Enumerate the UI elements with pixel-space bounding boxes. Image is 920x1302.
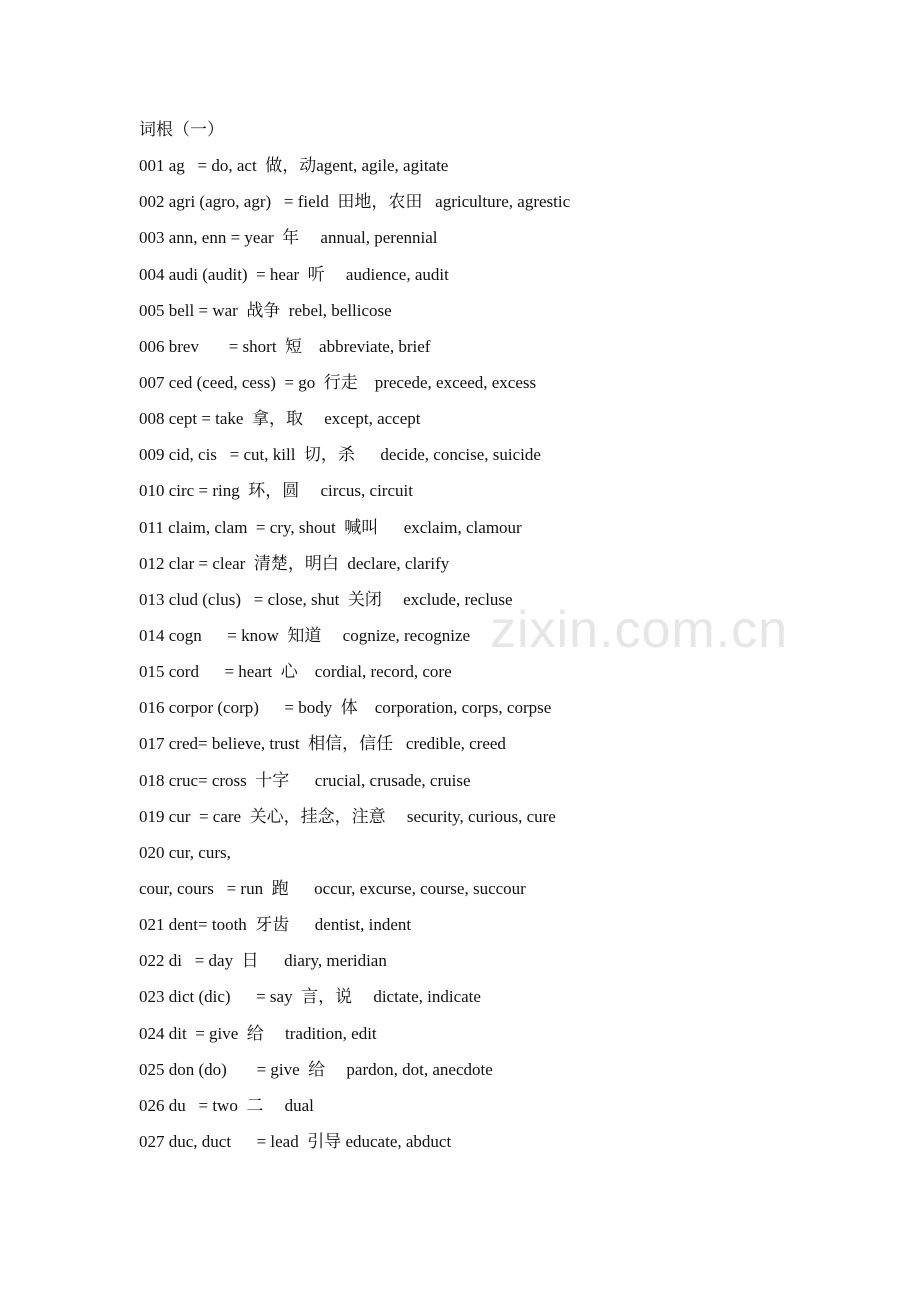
- list-item: 014 cogn = know 知道 cognize, recognize: [139, 625, 471, 645]
- list-item: 012 clar = clear 清楚，明白 declare, clarify: [139, 553, 450, 573]
- list-item: 011 claim, clam = cry, shout 喊叫 exclaim, clamour: [139, 517, 522, 537]
- list-item: 015 cord = heart 心 cordial, record, core: [139, 662, 452, 682]
- list-item: 016 corpor (corp) = body 体 corporation, corps, corpse: [139, 698, 552, 718]
- list-item: 002 agri (agro, agr) = field 田地，农田 agriculture, agrestic: [139, 192, 571, 212]
- list-heading: 词根（一）: [139, 120, 224, 139]
- list-item: 001 ag = do, act 做，动agent, agile, agitate: [139, 156, 449, 176]
- list-item: 008 cept = take 拿，取 except, accept: [139, 409, 421, 429]
- list-item: 022 di = day 日 diary, meridian: [139, 951, 387, 971]
- list-item: 023 dict (dic) = say 言，说 dictate, indicate: [139, 987, 481, 1007]
- word-root-list: [139, 112, 859, 1160]
- list-item: 027 duc, duct = lead 引导 educate, abduct: [139, 1131, 452, 1151]
- list-item: 003 ann, enn = year 年 annual, perennial: [139, 228, 438, 248]
- list-item: 005 bell = war 战争 rebel, bellicose: [139, 300, 392, 320]
- list-item: 007 ced (ceed, cess) = go 行走 precede, exceed, excess: [139, 372, 537, 392]
- watermark: zixin.com.cn: [490, 601, 789, 659]
- list-item: 024 dit = give 给 tradition, edit: [139, 1023, 377, 1043]
- list-item: 026 du = two 二 dual: [139, 1095, 314, 1115]
- list-item: 025 don (do) = give 给 pardon, dot, anecdote: [139, 1059, 493, 1079]
- list-item: 009 cid, cis = cut, kill 切，杀 decide, concise, suicide: [139, 445, 541, 465]
- list-item: 019 cur = care 关心，挂念，注意 security, curious, cure: [139, 806, 556, 826]
- list-item: 006 brev = short 短 abbreviate, brief: [139, 336, 431, 356]
- list-item: 018 cruc= cross 十字 crucial, crusade, cruise: [139, 770, 471, 790]
- list-item: cour, cours = run 跑 occur, excurse, course, succour: [139, 878, 526, 898]
- list-item: 021 dent= tooth 牙齿 dentist, indent: [139, 915, 412, 935]
- list-item: 010 circ = ring 环，圆 circus, circuit: [139, 481, 413, 501]
- list-item: 017 cred= believe, trust 相信，信任 credible, creed: [139, 734, 506, 754]
- list-item: 004 audi (audit) = hear 听 audience, audit: [139, 264, 449, 284]
- list-item: 020 cur, curs,: [139, 842, 231, 862]
- list-item: 013 clud (clus) = close, shut 关闭 exclude, recluse: [139, 589, 513, 609]
